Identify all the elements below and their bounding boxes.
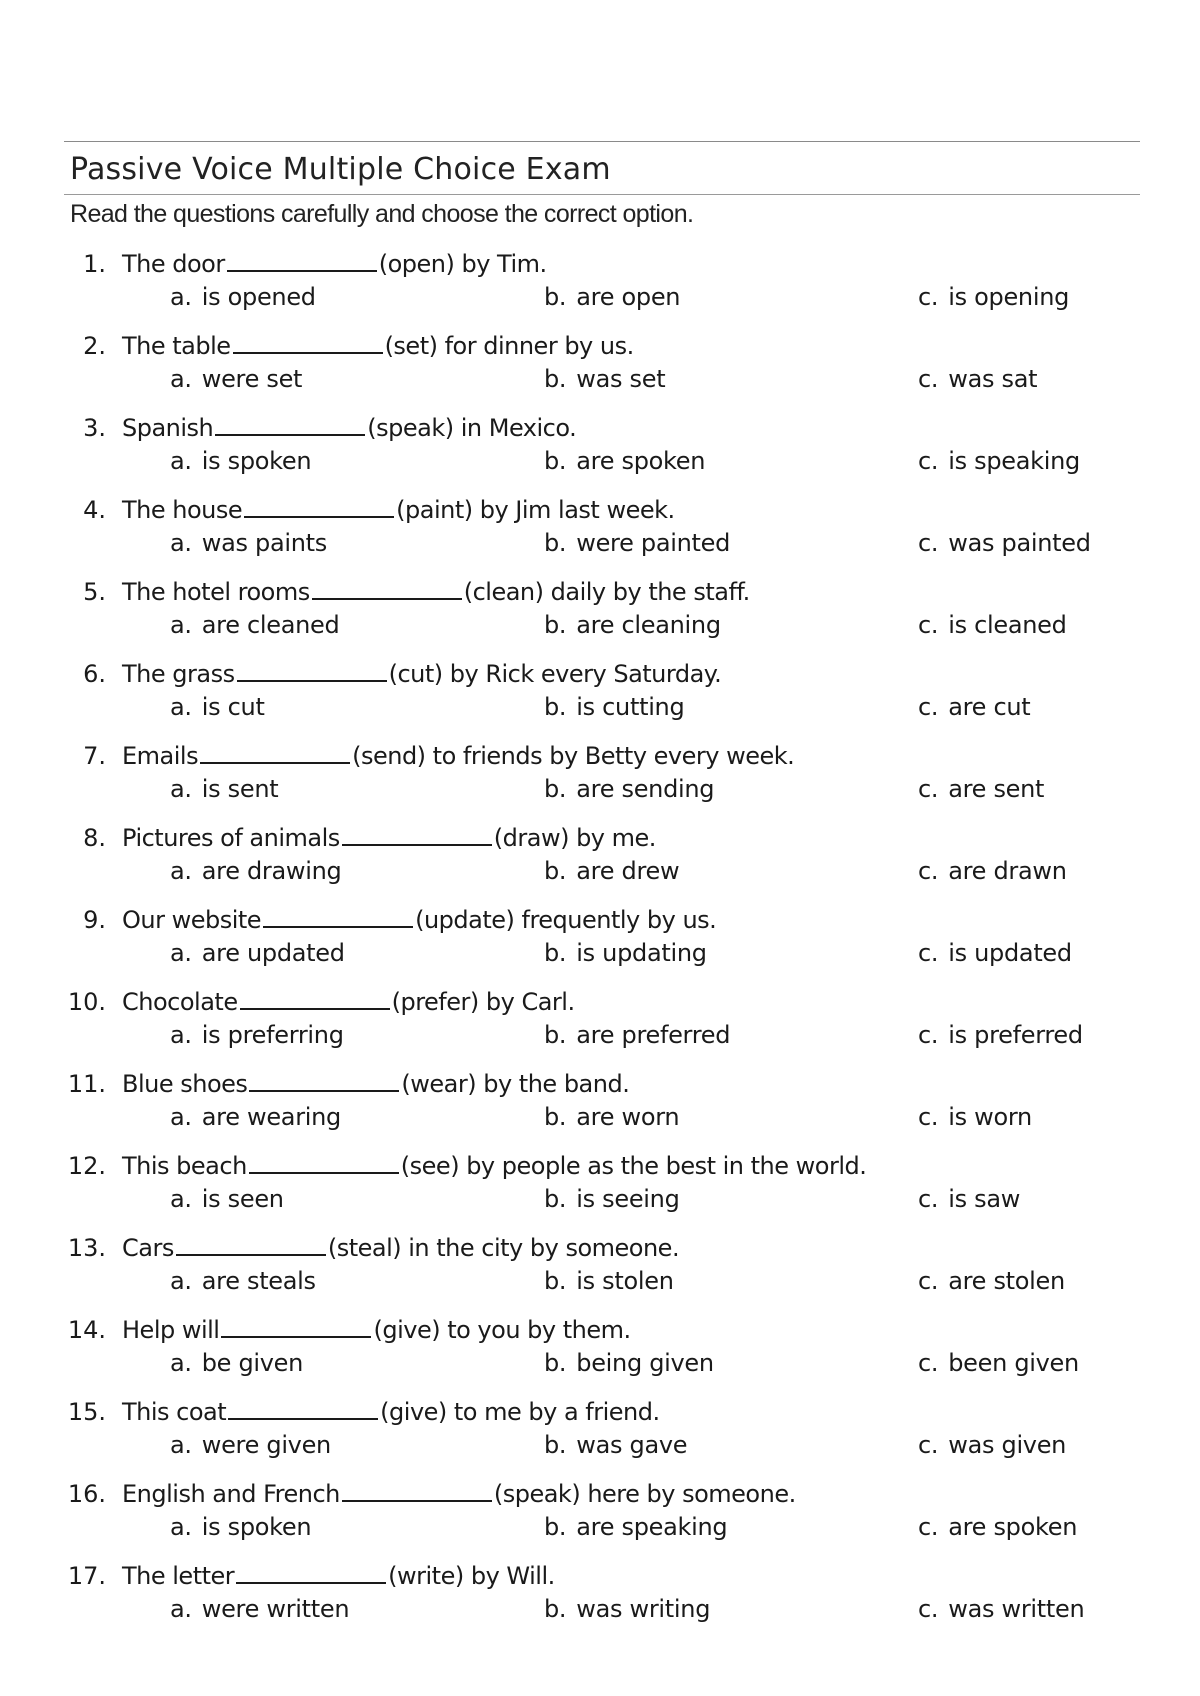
option-text: is speaking bbox=[948, 447, 1080, 475]
option-a[interactable] bbox=[170, 1349, 303, 1377]
question-stem-after: (speak) in Mexico. bbox=[367, 414, 577, 442]
option-letter: b. bbox=[544, 1267, 567, 1295]
option-text: are worn bbox=[576, 1103, 680, 1131]
option-c[interactable] bbox=[918, 529, 1091, 557]
option-a[interactable] bbox=[170, 1103, 341, 1131]
option-text: are stolen bbox=[948, 1267, 1065, 1295]
answer-blank[interactable] bbox=[227, 250, 377, 272]
option-c[interactable] bbox=[918, 1267, 1065, 1295]
option-letter: a. bbox=[170, 529, 192, 557]
option-text: was written bbox=[948, 1595, 1085, 1623]
question-stem-after: (open) by Tim. bbox=[378, 250, 547, 278]
option-b[interactable] bbox=[544, 1267, 674, 1295]
option-c[interactable] bbox=[918, 611, 1067, 639]
option-letter: b. bbox=[544, 447, 567, 475]
answer-blank[interactable] bbox=[249, 1070, 399, 1092]
option-c[interactable] bbox=[918, 857, 1067, 885]
title-top-rule bbox=[64, 141, 1140, 142]
question-number: 7. bbox=[83, 742, 106, 770]
question-stem-after: (see) by people as the best in the world. bbox=[400, 1152, 867, 1180]
option-text: was painted bbox=[948, 529, 1091, 557]
question-stem-after: (draw) by me. bbox=[493, 824, 656, 852]
option-c[interactable] bbox=[918, 365, 1037, 393]
option-a[interactable] bbox=[170, 775, 278, 803]
question-number: 16. bbox=[67, 1480, 106, 1508]
question-number: 14. bbox=[67, 1316, 106, 1344]
question-stem-after: (paint) by Jim last week. bbox=[396, 496, 675, 524]
question-number: 17. bbox=[67, 1562, 106, 1590]
option-c[interactable] bbox=[918, 1103, 1032, 1131]
option-b[interactable] bbox=[544, 283, 680, 311]
question-item bbox=[0, 1562, 1200, 1644]
option-a[interactable] bbox=[170, 283, 316, 311]
option-text: are cleaned bbox=[201, 611, 340, 639]
question-stem bbox=[122, 1398, 660, 1432]
option-text: were written bbox=[201, 1595, 350, 1623]
question-stem-after: (cut) by Rick every Saturday. bbox=[388, 660, 722, 688]
option-letter: c. bbox=[918, 1595, 939, 1623]
option-letter: c. bbox=[918, 1349, 939, 1377]
option-text: was gave bbox=[576, 1431, 688, 1459]
option-letter: c. bbox=[918, 1103, 939, 1131]
question-stem-before: This coat bbox=[122, 1398, 227, 1426]
question-stem-after: (give) to me by a friend. bbox=[380, 1398, 660, 1426]
option-letter: a. bbox=[170, 857, 192, 885]
question-stem-after: (clean) daily by the staff. bbox=[463, 578, 750, 606]
answer-blank[interactable] bbox=[249, 1152, 399, 1174]
option-c[interactable] bbox=[918, 1185, 1020, 1213]
option-letter: c. bbox=[918, 857, 939, 885]
question-stem bbox=[122, 250, 547, 284]
option-text: are cleaning bbox=[576, 611, 721, 639]
option-text: be given bbox=[201, 1349, 304, 1377]
option-b[interactable] bbox=[544, 1103, 679, 1131]
question-number: 3. bbox=[83, 414, 106, 442]
option-text: are preferred bbox=[576, 1021, 731, 1049]
page-title: Passive Voice Multiple Choice Exam bbox=[70, 152, 611, 187]
option-text: are steals bbox=[201, 1267, 316, 1295]
question-item bbox=[0, 1480, 1200, 1562]
option-letter: c. bbox=[918, 1431, 939, 1459]
question-stem bbox=[122, 1070, 629, 1104]
option-letter: b. bbox=[544, 775, 567, 803]
option-text: are spoken bbox=[948, 1513, 1078, 1541]
question-stem-after: (set) for dinner by us. bbox=[384, 332, 634, 360]
option-letter: a. bbox=[170, 365, 192, 393]
question-stem-before: Our website bbox=[122, 906, 262, 934]
question-item bbox=[0, 824, 1200, 906]
option-text: are sending bbox=[576, 775, 715, 803]
question-number: 4. bbox=[83, 496, 106, 524]
option-a[interactable] bbox=[170, 939, 345, 967]
option-text: is preferred bbox=[948, 1021, 1083, 1049]
option-letter: c. bbox=[918, 283, 939, 311]
option-a[interactable] bbox=[170, 1595, 349, 1623]
question-stem bbox=[122, 660, 721, 694]
option-text: are cut bbox=[948, 693, 1031, 721]
question-stem-before: Cars bbox=[122, 1234, 174, 1262]
question-item bbox=[0, 414, 1200, 496]
option-a[interactable] bbox=[170, 857, 341, 885]
option-letter: b. bbox=[544, 611, 567, 639]
option-text: are sent bbox=[948, 775, 1045, 803]
option-b[interactable] bbox=[544, 693, 684, 721]
question-item bbox=[0, 250, 1200, 332]
answer-blank[interactable] bbox=[342, 1480, 492, 1502]
question-number: 12. bbox=[67, 1152, 106, 1180]
option-text: are open bbox=[576, 283, 681, 311]
answer-blank[interactable] bbox=[228, 1398, 378, 1420]
question-stem-after: (wear) by the band. bbox=[401, 1070, 630, 1098]
option-letter: b. bbox=[544, 283, 567, 311]
option-letter: b. bbox=[544, 365, 567, 393]
option-letter: b. bbox=[544, 1021, 567, 1049]
question-stem bbox=[122, 1316, 631, 1350]
option-text: is opening bbox=[948, 283, 1070, 311]
option-letter: a. bbox=[170, 1431, 192, 1459]
question-stem-before: Pictures of animals bbox=[122, 824, 340, 852]
question-number: 5. bbox=[83, 578, 106, 606]
question-item bbox=[0, 1070, 1200, 1152]
option-letter: b. bbox=[544, 1513, 567, 1541]
option-text: is stolen bbox=[576, 1267, 674, 1295]
question-stem-before: The house bbox=[122, 496, 243, 524]
option-c[interactable] bbox=[918, 693, 1030, 721]
option-text: was set bbox=[576, 365, 666, 393]
question-stem-after: (give) to you by them. bbox=[373, 1316, 631, 1344]
option-text: are drew bbox=[576, 857, 680, 885]
question-stem bbox=[122, 988, 575, 1022]
option-a[interactable] bbox=[170, 611, 339, 639]
question-stem-before: Spanish bbox=[122, 414, 214, 442]
option-text: is cutting bbox=[576, 693, 685, 721]
option-letter: a. bbox=[170, 447, 192, 475]
option-letter: c. bbox=[918, 365, 939, 393]
question-number: 1. bbox=[83, 250, 106, 278]
option-c[interactable] bbox=[918, 447, 1080, 475]
question-item bbox=[0, 988, 1200, 1070]
title-bottom-rule bbox=[64, 194, 1140, 195]
option-text: is cut bbox=[201, 693, 265, 721]
option-b[interactable] bbox=[544, 1513, 727, 1541]
option-c[interactable] bbox=[918, 939, 1072, 967]
option-text: was sat bbox=[948, 365, 1038, 393]
answer-blank[interactable] bbox=[244, 496, 394, 518]
question-stem bbox=[122, 906, 716, 940]
option-b[interactable] bbox=[544, 857, 679, 885]
option-text: is seeing bbox=[576, 1185, 680, 1213]
option-letter: c. bbox=[918, 693, 939, 721]
question-item bbox=[0, 332, 1200, 414]
option-b[interactable] bbox=[544, 1595, 710, 1623]
option-letter: a. bbox=[170, 693, 192, 721]
option-letter: c. bbox=[918, 1021, 939, 1049]
question-stem bbox=[122, 1562, 555, 1596]
question-stem-before: Chocolate bbox=[122, 988, 238, 1016]
option-letter: b. bbox=[544, 1103, 567, 1131]
question-stem-before: The grass bbox=[122, 660, 235, 688]
answer-blank[interactable] bbox=[312, 578, 462, 600]
option-text: were painted bbox=[576, 529, 731, 557]
question-number: 2. bbox=[83, 332, 106, 360]
option-letter: a. bbox=[170, 1185, 192, 1213]
question-stem-after: (write) by Will. bbox=[388, 1562, 555, 1590]
instructions-text: Read the questions carefully and choose the correct option. bbox=[70, 200, 694, 228]
question-number: 8. bbox=[83, 824, 106, 852]
question-number: 9. bbox=[83, 906, 106, 934]
question-stem-before: English and French bbox=[122, 1480, 340, 1508]
option-b[interactable] bbox=[544, 1349, 714, 1377]
question-stem bbox=[122, 742, 794, 776]
question-stem-before: Help will bbox=[122, 1316, 220, 1344]
option-letter: c. bbox=[918, 447, 939, 475]
option-text: is sent bbox=[201, 775, 279, 803]
question-stem-before: The hotel rooms bbox=[122, 578, 310, 606]
option-letter: a. bbox=[170, 939, 192, 967]
option-letter: a. bbox=[170, 1103, 192, 1131]
option-c[interactable] bbox=[918, 1021, 1083, 1049]
option-letter: a. bbox=[170, 283, 192, 311]
question-stem-before: Blue shoes bbox=[122, 1070, 248, 1098]
option-text: are speaking bbox=[576, 1513, 728, 1541]
question-stem-before: The door bbox=[122, 250, 225, 278]
option-b[interactable] bbox=[544, 529, 730, 557]
answer-blank[interactable] bbox=[221, 1316, 371, 1338]
option-letter: a. bbox=[170, 775, 192, 803]
option-letter: a. bbox=[170, 1021, 192, 1049]
question-stem bbox=[122, 824, 656, 858]
option-letter: b. bbox=[544, 1431, 567, 1459]
question-stem-after: (update) frequently by us. bbox=[415, 906, 717, 934]
option-text: are updated bbox=[201, 939, 345, 967]
option-a[interactable] bbox=[170, 1267, 316, 1295]
option-letter: a. bbox=[170, 1513, 192, 1541]
option-text: was given bbox=[948, 1431, 1067, 1459]
option-letter: c. bbox=[918, 775, 939, 803]
option-b[interactable] bbox=[544, 939, 707, 967]
question-stem-after: (steal) in the city by someone. bbox=[327, 1234, 680, 1262]
option-letter: c. bbox=[918, 1185, 939, 1213]
option-letter: a. bbox=[170, 1267, 192, 1295]
option-b[interactable] bbox=[544, 611, 721, 639]
question-stem-before: Emails bbox=[122, 742, 199, 770]
option-letter: a. bbox=[170, 1595, 192, 1623]
option-text: was paints bbox=[201, 529, 327, 557]
option-b[interactable] bbox=[544, 365, 665, 393]
option-c[interactable] bbox=[918, 1431, 1066, 1459]
option-text: been given bbox=[948, 1349, 1079, 1377]
question-item bbox=[0, 496, 1200, 578]
question-stem bbox=[122, 414, 576, 448]
option-b[interactable] bbox=[544, 1431, 687, 1459]
option-letter: b. bbox=[544, 857, 567, 885]
question-item bbox=[0, 1398, 1200, 1480]
option-letter: b. bbox=[544, 693, 567, 721]
option-text: being given bbox=[576, 1349, 714, 1377]
answer-blank[interactable] bbox=[176, 1234, 326, 1256]
question-number: 6. bbox=[83, 660, 106, 688]
question-stem bbox=[122, 1480, 796, 1514]
question-item bbox=[0, 1152, 1200, 1234]
answer-blank[interactable] bbox=[342, 824, 492, 846]
option-letter: c. bbox=[918, 1513, 939, 1541]
option-a[interactable] bbox=[170, 447, 311, 475]
option-letter: c. bbox=[918, 939, 939, 967]
option-a[interactable] bbox=[170, 529, 327, 557]
option-text: is spoken bbox=[201, 447, 312, 475]
option-letter: c. bbox=[918, 611, 939, 639]
option-text: are drawing bbox=[201, 857, 342, 885]
option-letter: a. bbox=[170, 1349, 192, 1377]
option-text: were given bbox=[201, 1431, 331, 1459]
question-item bbox=[0, 660, 1200, 742]
option-text: are wearing bbox=[201, 1103, 341, 1131]
question-stem bbox=[122, 1152, 866, 1186]
question-number: 10. bbox=[67, 988, 106, 1016]
option-c[interactable] bbox=[918, 283, 1069, 311]
option-text: was writing bbox=[576, 1595, 711, 1623]
option-text: is cleaned bbox=[948, 611, 1067, 639]
question-stem-before: This beach bbox=[122, 1152, 247, 1180]
option-c[interactable] bbox=[918, 1349, 1079, 1377]
option-c[interactable] bbox=[918, 1513, 1077, 1541]
question-stem bbox=[122, 1234, 679, 1268]
option-a[interactable] bbox=[170, 693, 265, 721]
option-text: is preferring bbox=[201, 1021, 344, 1049]
question-number: 15. bbox=[67, 1398, 106, 1426]
option-letter: b. bbox=[544, 1185, 567, 1213]
option-letter: b. bbox=[544, 1349, 567, 1377]
answer-blank[interactable] bbox=[237, 660, 387, 682]
question-stem bbox=[122, 496, 675, 530]
question-item bbox=[0, 906, 1200, 988]
option-a[interactable] bbox=[170, 1185, 284, 1213]
option-text: are spoken bbox=[576, 447, 706, 475]
question-stem bbox=[122, 332, 634, 366]
option-letter: b. bbox=[544, 939, 567, 967]
option-letter: a. bbox=[170, 611, 192, 639]
option-text: is updated bbox=[948, 939, 1072, 967]
option-text: is saw bbox=[948, 1185, 1021, 1213]
option-a[interactable] bbox=[170, 1513, 311, 1541]
question-item bbox=[0, 1234, 1200, 1316]
option-text: is opened bbox=[201, 283, 316, 311]
answer-blank[interactable] bbox=[233, 332, 383, 354]
option-c[interactable] bbox=[918, 1595, 1084, 1623]
question-stem-after: (prefer) by Carl. bbox=[391, 988, 575, 1016]
option-a[interactable] bbox=[170, 1431, 331, 1459]
option-a[interactable] bbox=[170, 1021, 344, 1049]
answer-blank[interactable] bbox=[215, 414, 365, 436]
question-stem-after: (send) to friends by Betty every week. bbox=[352, 742, 795, 770]
option-text: were set bbox=[201, 365, 303, 393]
question-stem-before: The table bbox=[122, 332, 231, 360]
answer-blank[interactable] bbox=[240, 988, 390, 1010]
question-item bbox=[0, 578, 1200, 660]
question-number: 11. bbox=[67, 1070, 106, 1098]
answer-blank[interactable] bbox=[236, 1562, 386, 1584]
question-number: 13. bbox=[67, 1234, 106, 1262]
question-item bbox=[0, 742, 1200, 824]
option-a[interactable] bbox=[170, 365, 302, 393]
option-text: is worn bbox=[948, 1103, 1032, 1131]
question-list bbox=[0, 250, 1200, 1644]
question-stem-before: The letter bbox=[122, 1562, 235, 1590]
option-text: is seen bbox=[201, 1185, 284, 1213]
question-stem-after: (speak) here by someone. bbox=[493, 1480, 796, 1508]
question-stem bbox=[122, 578, 750, 612]
option-letter: c. bbox=[918, 529, 939, 557]
option-c[interactable] bbox=[918, 775, 1044, 803]
option-text: is updating bbox=[576, 939, 707, 967]
option-text: are drawn bbox=[948, 857, 1067, 885]
option-letter: c. bbox=[918, 1267, 939, 1295]
option-b[interactable] bbox=[544, 447, 705, 475]
option-text: is spoken bbox=[201, 1513, 312, 1541]
answer-blank[interactable] bbox=[263, 906, 413, 928]
option-b[interactable] bbox=[544, 775, 714, 803]
answer-blank[interactable] bbox=[200, 742, 350, 764]
option-b[interactable] bbox=[544, 1021, 730, 1049]
option-b[interactable] bbox=[544, 1185, 680, 1213]
option-letter: b. bbox=[544, 1595, 567, 1623]
option-letter: b. bbox=[544, 529, 567, 557]
question-item bbox=[0, 1316, 1200, 1398]
